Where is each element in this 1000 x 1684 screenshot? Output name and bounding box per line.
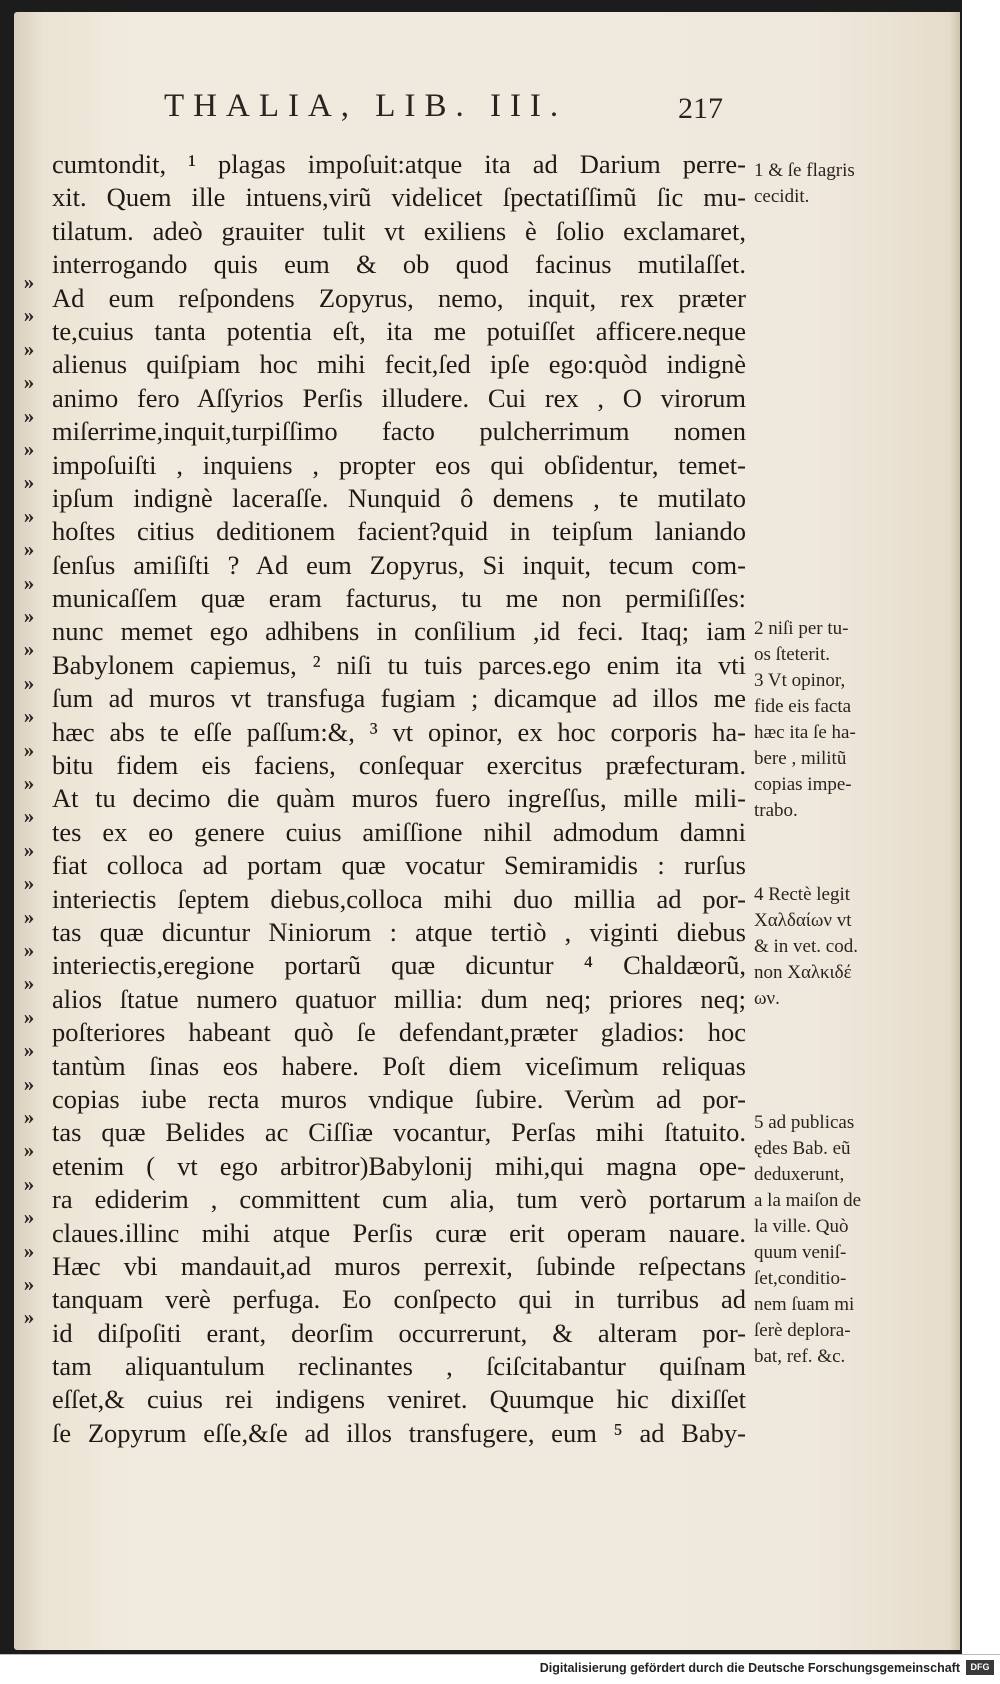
margin-note-line: os ſteterit. bbox=[754, 644, 830, 665]
text-line: tes ex eo genere cuius amiſſione nihil admodum damni bbox=[52, 816, 746, 847]
quote-marker: » bbox=[23, 1272, 35, 1296]
text-line: tas quæ Belides ac Ciſſiæ vocantur, Perſas mihi ſtatuito. bbox=[52, 1117, 746, 1148]
margin-note-line: 2 niſi per tu- bbox=[754, 618, 849, 639]
quote-marker: » bbox=[23, 938, 35, 962]
text-line: animo fero Aſſyrios Perſis illudere. Cui rex , O virorum bbox=[52, 382, 746, 413]
text-line: fiat colloca ad portam quæ vocatur Semiramidis : rurſus bbox=[52, 850, 746, 881]
dfg-logo: DFG bbox=[966, 1660, 994, 1675]
quote-marker: » bbox=[23, 804, 35, 829]
margin-note bbox=[754, 882, 904, 1012]
text-line: tas quæ dicuntur Niniorum : atque tertiò , viginti diebus bbox=[52, 916, 746, 947]
quote-marker: » bbox=[23, 1138, 35, 1163]
text-line: miſerrime,inquit,turpiſſimo facto pulcherrimum nomen bbox=[52, 416, 746, 447]
quote-marker: » bbox=[23, 1004, 35, 1029]
quote-marker: » bbox=[23, 771, 35, 795]
margin-note-line: fide eis facta bbox=[754, 696, 852, 717]
margin-note-line: cecidit. bbox=[754, 186, 810, 207]
quote-marker: » bbox=[23, 470, 35, 495]
quote-marker: » bbox=[23, 1071, 35, 1096]
text-line: tam aliquantulum reclinantes , ſciſcitabantur quiſnam bbox=[52, 1351, 746, 1382]
text-line: ſenſus amiſiſti ? Ad eum Zopyrus, Si inquit, tecum com- bbox=[52, 549, 746, 580]
text-line: copias iube recta muros vndique ſubire. Verùm ad por- bbox=[52, 1083, 746, 1114]
text-line: tilatum. adeò grauiter tulit vt exiliens è ſolio exclamaret, bbox=[52, 215, 746, 246]
quote-marker: » bbox=[23, 570, 35, 595]
margin-note-line: bat, ref. &c. bbox=[754, 1346, 846, 1367]
text-line: impoſuiſti , inquiens , propter eos qui obſidentur, temet- bbox=[52, 449, 746, 480]
text-line: Ad eum reſpondens Zopyrus, nemo, inquit, rex præter bbox=[52, 282, 746, 313]
margin-note-line: 1 & ſe flagris bbox=[754, 160, 855, 181]
margin-note bbox=[754, 1110, 904, 1370]
quote-marker: » bbox=[23, 370, 35, 395]
margin-note-line: deduxerunt, bbox=[754, 1164, 845, 1185]
margin-note-line: trabo. bbox=[754, 800, 798, 821]
margin-note-line: & in vet. cod. bbox=[754, 936, 858, 957]
margin-note-line: bere , militũ bbox=[754, 748, 847, 769]
margin-note bbox=[754, 616, 904, 824]
text-line: ra ediderim , committent cum alia, tum verò portarum bbox=[52, 1184, 746, 1215]
text-line: claues.illinc mihi atque Perſis curæ erit operam nauare. bbox=[52, 1217, 746, 1248]
margin-note-line: 4 Rectè legit bbox=[754, 884, 851, 905]
quote-marker: » bbox=[23, 1171, 35, 1196]
quote-marker: » bbox=[23, 1105, 35, 1129]
book-page bbox=[14, 12, 960, 1650]
text-line: poſteriores habeant quò ſe defendant,præter gladios: hoc bbox=[52, 1017, 746, 1048]
margin-note-line: 3 Vt opinor, bbox=[754, 670, 846, 691]
text-line: tanquam verè perfuga. Eo conſpecto qui in turribus ad bbox=[52, 1284, 746, 1315]
margin-note-line: copias impe- bbox=[754, 774, 852, 795]
margin-note bbox=[754, 158, 904, 210]
footer-credit: Digitalisierung gefördert durch die Deutsche Forschungsgemeinschaft bbox=[539, 1661, 960, 1675]
margin-note-line: 5 ad publicas bbox=[754, 1112, 855, 1133]
page-number: 217 bbox=[678, 92, 723, 125]
text-line: At tu decimo die quàm muros fuero ingreſſus, mille mili- bbox=[52, 783, 746, 814]
quote-marker: » bbox=[23, 270, 35, 294]
text-line: ipſum indignè laceraſſe. Nunquid ô demens , te mutilato bbox=[52, 482, 746, 513]
text-line: alienus quiſpiam hoc mihi fecit,ſed ipſe ego:quòd indignè bbox=[52, 349, 746, 380]
text-line: interiectis ſeptem diebus,colloca mihi duo millia ad por- bbox=[52, 883, 746, 914]
quote-marker: » bbox=[23, 336, 35, 361]
text-line: ſe Zopyrum eſſe,&ſe ad illos transfugere, eum ⁵ ad Baby- bbox=[52, 1417, 746, 1448]
text-line: municaſſem quæ eram facturus, tu me non permiſiſſes: bbox=[52, 583, 746, 614]
quote-marker: » bbox=[23, 303, 35, 328]
quote-marker: » bbox=[23, 837, 35, 862]
margin-note-line: nem ſuam mi bbox=[754, 1294, 855, 1315]
margin-note-line: Χαλδαίων vt bbox=[754, 910, 852, 931]
quote-marker: » bbox=[23, 437, 35, 461]
quote-marker: » bbox=[23, 704, 35, 729]
margin-note-line: ſet,conditio- bbox=[754, 1268, 847, 1289]
quote-marker: » bbox=[23, 1305, 35, 1330]
text-line: tantùm ſinas eos habere. Poſt diem viceſimum reliquas bbox=[52, 1050, 746, 1081]
text-line: cumtondit, ¹ plagas impoſuit:atque ita ad Darium perre- bbox=[52, 149, 746, 179]
running-head: THALIA, LIB. III. bbox=[164, 88, 568, 124]
text-line: hæc abs te eſſe paſſum:&, ³ vt opinor, ex hoc corporis ha- bbox=[52, 716, 746, 747]
body-text bbox=[52, 148, 746, 1450]
text-line: te,cuius tanta potentia eſt, ita me potuiſſet afficere.neque bbox=[52, 315, 746, 346]
quote-marker: » bbox=[23, 1205, 35, 1230]
text-line: hoſtes citius deditionem facient?quid in teipſum laniando bbox=[52, 516, 746, 547]
text-line: Babylonem capiemus, ² niſi tu tuis parces.ego enim ita vti bbox=[52, 649, 746, 680]
quote-marker: » bbox=[23, 971, 35, 996]
text-line: eſſet,& cuius rei indigens veniret. Quumque hic dixiſſet bbox=[52, 1384, 746, 1415]
text-line: xit. Quem ille intuens,virũ videlicet ſpectatiſſimũ ſic mu- bbox=[52, 182, 746, 213]
text-line: interrogando quis eum & ob quod facinus mutilaſſet. bbox=[52, 249, 746, 280]
margin-note-line: ędes Bab. eũ bbox=[754, 1138, 851, 1159]
footer-bar bbox=[0, 1654, 1000, 1684]
text-line: Hæc vbi mandauit,ad muros perrexit, ſubinde reſpectans bbox=[52, 1250, 746, 1281]
quote-marker: » bbox=[23, 604, 35, 628]
text-line: alios ſtatue numero quatuor millia: dum neq; priores neq; bbox=[52, 983, 746, 1014]
quote-marker: » bbox=[23, 670, 35, 695]
text-line: bitu fidem eis faciens, conſequar exercitus præfecturam. bbox=[52, 750, 746, 781]
quote-marker: » bbox=[23, 904, 35, 929]
text-line: ſum ad muros vt transfuga fugiam ; dicamque ad illos me bbox=[52, 683, 746, 714]
text-line: interiectis,eregione portarũ quæ dicuntur ⁴ Chaldæorũ, bbox=[52, 950, 746, 981]
margin-note-line: ſerè deplora- bbox=[754, 1320, 851, 1341]
quote-marker: » bbox=[23, 871, 35, 896]
quote-marker: » bbox=[23, 403, 35, 428]
margin-note-line: ων. bbox=[754, 988, 780, 1009]
quote-marker: » bbox=[23, 1238, 35, 1263]
text-line: nunc memet ego adhibens in conſilium ,id feci. Itaq; iam bbox=[52, 616, 746, 647]
quote-marker: » bbox=[23, 537, 35, 562]
page-edge bbox=[950, 12, 960, 1650]
margin-note-line: non Χαλκιδέ bbox=[754, 962, 852, 983]
text-line: id diſpoſiti erant, deorſim occurrerunt, & alteram por- bbox=[52, 1317, 746, 1348]
quote-marker: » bbox=[23, 1038, 35, 1063]
margin-note-line: a la maiſon de bbox=[754, 1190, 862, 1211]
quote-marker: » bbox=[23, 503, 35, 528]
margin-note-line: hæc ita ſe ha- bbox=[754, 722, 856, 743]
quote-marker: » bbox=[23, 737, 35, 762]
margin-note-line: quum veniſ- bbox=[754, 1242, 847, 1263]
text-line: etenim ( vt ego arbitror)Babylonij mihi,qui magna ope- bbox=[52, 1150, 746, 1181]
quote-marker: » bbox=[23, 637, 35, 662]
margin-note-line: la ville. Quò bbox=[754, 1216, 849, 1237]
